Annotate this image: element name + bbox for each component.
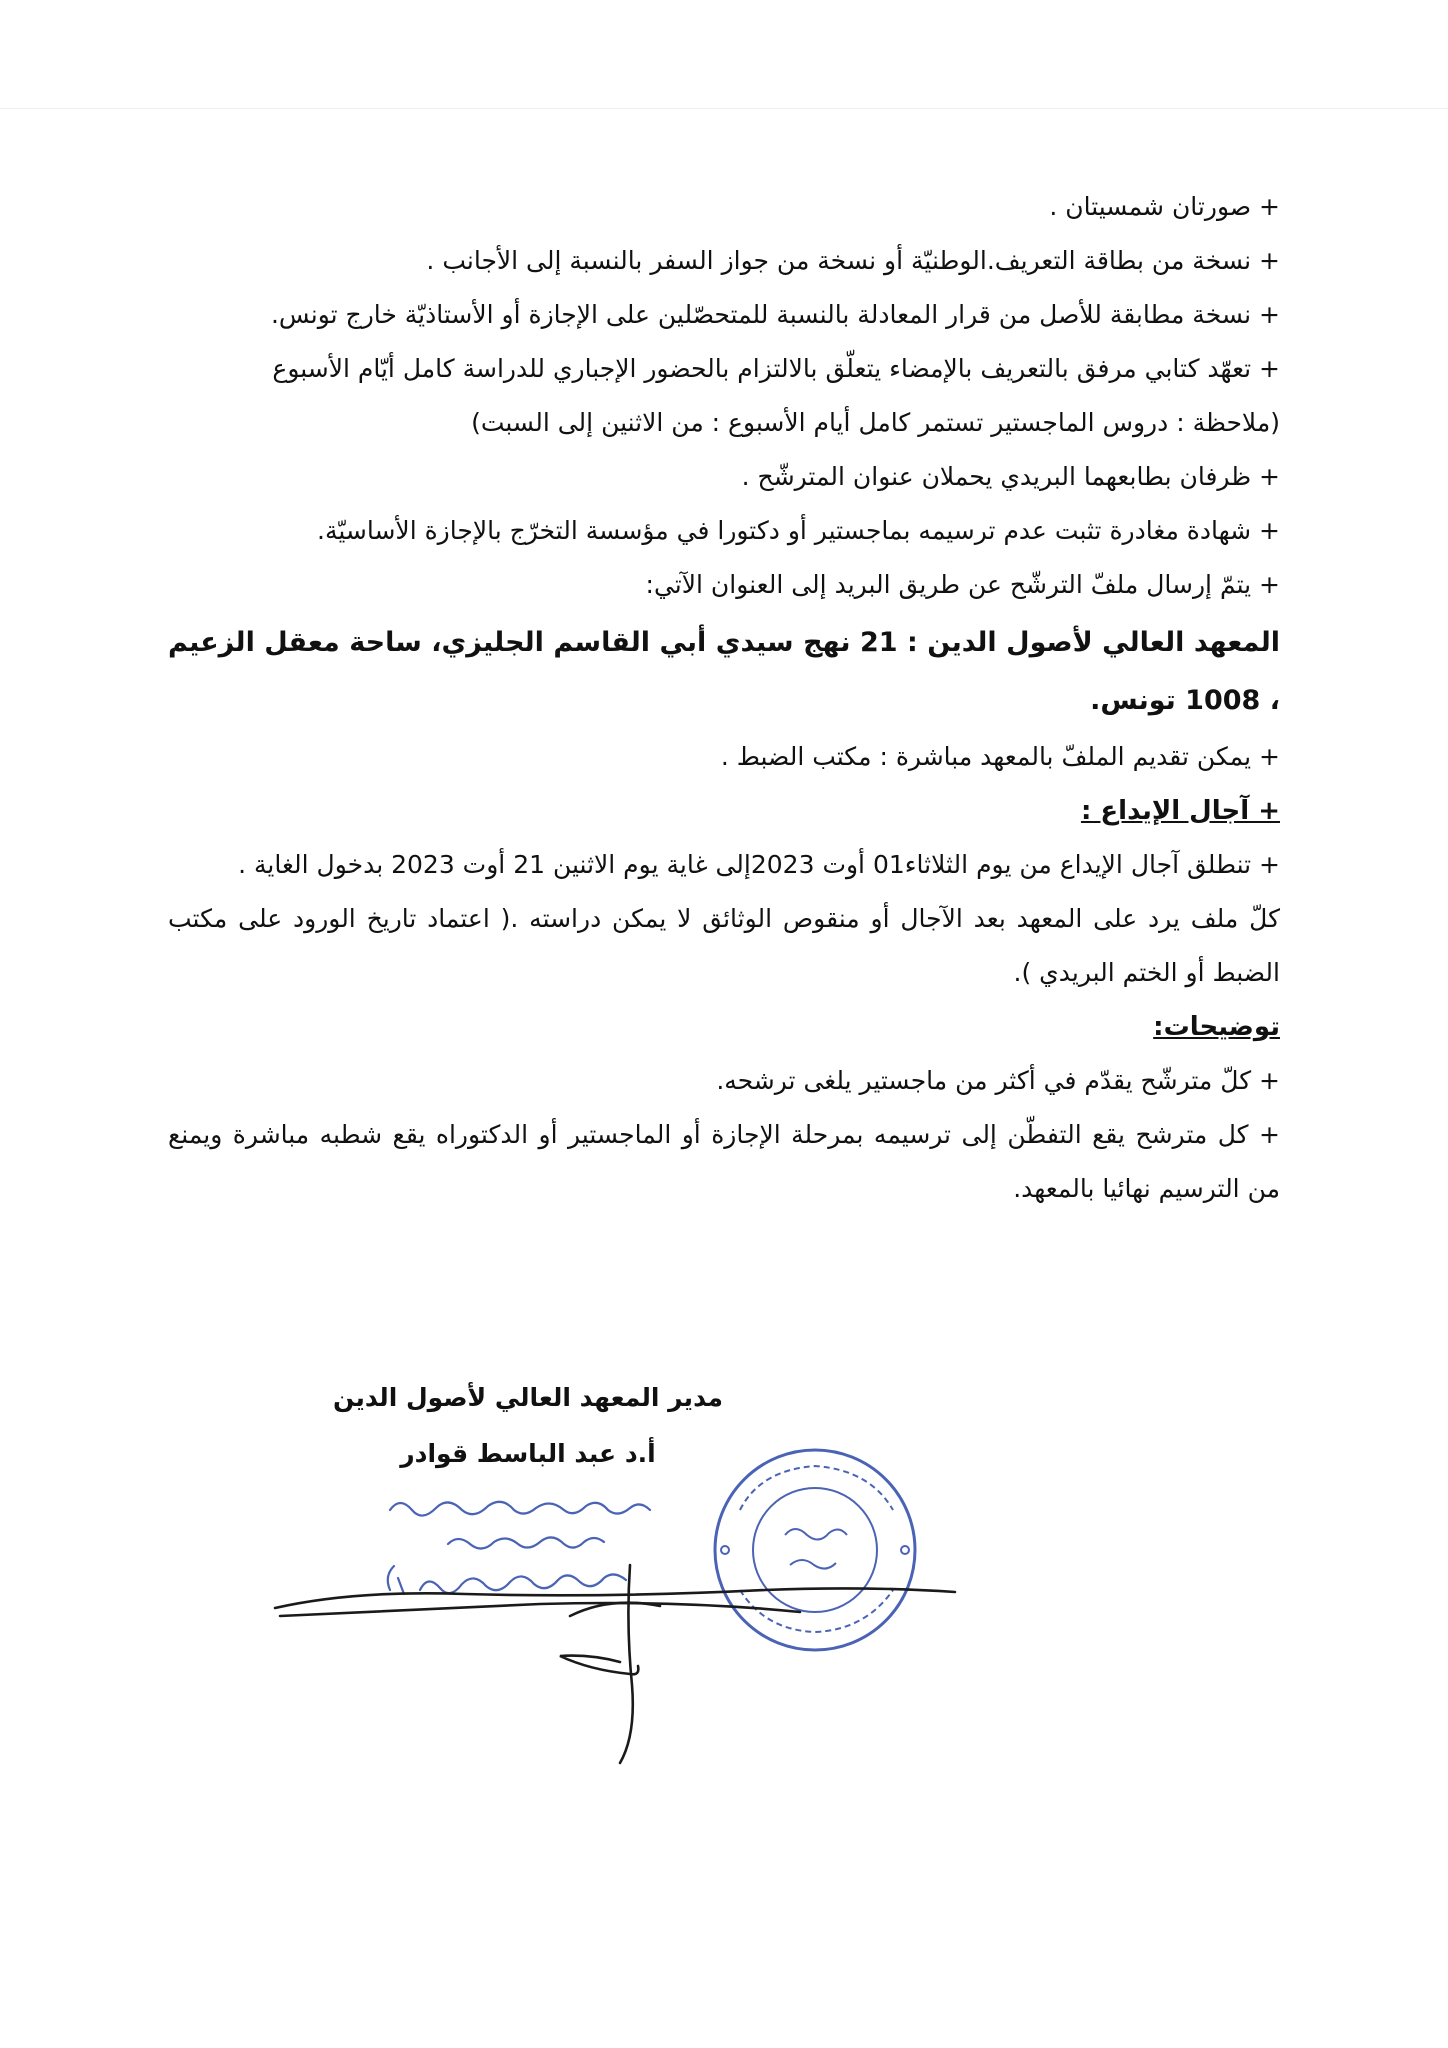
handwritten-signature bbox=[275, 1565, 955, 1763]
requirement-id-card: + نسخة من بطاقة التعريف.الوطنيّة أو نسخة من جواز السفر بالنسبة إلى الأجانب . bbox=[426, 246, 1280, 275]
signatory-name: أ.د عبد الباسط قوادر bbox=[400, 1439, 656, 1468]
clarification-multiple-applications: + كلّ مترشّح يقدّم في أكثر من ماجستير يلغى ترشحه. bbox=[716, 1066, 1280, 1095]
handwritten-stamp-text bbox=[388, 1502, 650, 1594]
deadlines-heading: + آجال الإيداع : bbox=[1080, 796, 1280, 826]
page-top-rule bbox=[0, 108, 1448, 109]
requirement-photos: + صورتان شمسيتان . bbox=[1049, 192, 1280, 221]
official-round-stamp bbox=[715, 1450, 915, 1650]
stamp-and-signature bbox=[270, 1440, 970, 1770]
signatory-title: مدير المعهد العالي لأصول الدين bbox=[332, 1383, 723, 1412]
institute-address: المعهد العالي لأصول الدين : 21 نهج سيدي أبي القاسم الجليزي، ساحة معقل الزعيم ، 1008 تونس. bbox=[168, 627, 1281, 716]
requirement-attendance-pledge: + تعهّد كتابي مرفق بالتعريف بالإمضاء يتعلّق بالالتزام بالحضور الإجباري للدراسة كامل أيّام الأسبوع bbox=[272, 354, 1280, 383]
requirement-equivalence: + نسخة مطابقة للأصل من قرار المعادلة بالنسبة للمتحصّلين على الإجازة أو الأستاذيّة خارج تونس. bbox=[270, 300, 1280, 329]
mailing-instruction: + يتمّ إرسال ملفّ الترشّح عن طريق البريد إلى العنوان الآتي: bbox=[645, 570, 1280, 599]
requirement-envelopes: + ظرفان بطابعهما البريدي يحملان عنوان المترشّح . bbox=[741, 462, 1280, 491]
deadlines-text: + تنطلق آجال الإيداع من يوم الثلاثاء01 أوت 2023إلى غاية يوم الاثنين 21 أوت 2023 بدخول الغاية . bbox=[238, 850, 1280, 879]
clarification-double-registration: + كل مترشح يقع التفطّن إلى ترسيمه بمرحلة الإجازة أو الماجستير أو الدكتوراه يقع شطبه مباشرة ويمنع من الترسيم نهائيا بالمعهد. bbox=[168, 1120, 1280, 1203]
clarifications-heading: توضيحات: bbox=[1153, 1012, 1280, 1042]
requirement-leaving-certificate: + شهادة مغادرة تثبت عدم ترسيمه بماجستير أو دكتورا في مؤسسة التخرّج بالإجازة الأساسيّة. bbox=[317, 516, 1280, 545]
stamp-signature-graphic bbox=[270, 1440, 970, 1770]
attendance-note: (ملاحظة : دروس الماجستير تستمر كامل أيام الأسبوع : من الاثنين إلى السبت) bbox=[471, 408, 1280, 437]
late-files-text: كلّ ملف يرد على المعهد بعد الآجال أو منقوص الوثائق لا يمكن دراسته .( اعتماد تاريخ الورود على مكتب الضبط أو الختم البريدي ). bbox=[168, 904, 1280, 987]
document-body bbox=[168, 180, 1280, 1216]
direct-submission-note: + يمكن تقديم الملفّ بالمعهد مباشرة : مكتب الضبط . bbox=[720, 742, 1280, 771]
